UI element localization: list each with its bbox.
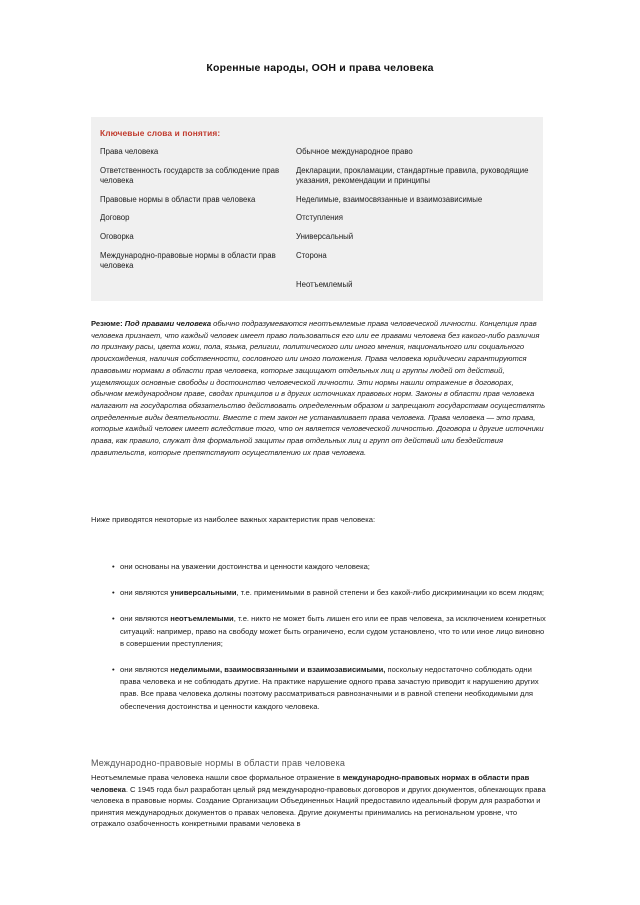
list-item	[112, 613, 548, 650]
table-cell-concept: Декларации, прокламации, стандартные правила, руководящие указания, рекомендации и принципы	[296, 165, 529, 186]
table-row	[91, 195, 543, 206]
section-paragraph	[91, 772, 551, 830]
list-item-text: они являются	[120, 614, 171, 624]
list-item-emphasis: универсальными	[170, 588, 237, 598]
list-item	[112, 664, 548, 713]
table-cell-term: Договор	[100, 213, 130, 223]
list-item-text: поскольку недостаточно соблюдать одни права человека и не соблюдать другие. На практике нарушение одного права зачастую приводит к нарушению других прав. Все права человека должны поэтому рассматриваться равнозначными и в равной степени необходимыми для обеспечения достоинства и ценности каждого человека.	[120, 665, 539, 711]
table-cell-term: Правовые нормы в области прав человека	[100, 194, 256, 204]
summary-label: Резюме:	[91, 319, 123, 328]
list-item-text: , т.е. применимыми в равной степени и без какой-либо дискриминации ко всем людям;	[236, 588, 545, 598]
table-cell-term: Ответственность государств за соблюдение прав человека	[100, 165, 280, 186]
keywords-table	[91, 117, 543, 301]
summary-lead-term: Под правами человека	[124, 319, 212, 328]
keywords-table-body	[91, 147, 543, 290]
list-item-text: они основаны на уважении достоинства и ценности каждого человека;	[120, 562, 370, 571]
table-cell-term	[91, 280, 296, 291]
table-cell-term: Права человека	[100, 147, 159, 156]
list-item-text: они являются	[120, 588, 171, 598]
keywords-table-caption: Ключевые слова и понятия:	[100, 128, 221, 138]
table-cell-term: Оговорка	[100, 231, 134, 241]
characteristics-bullet-list	[112, 561, 548, 713]
section-paragraph-emphasis: международно-правовых нормах в области прав человека	[91, 773, 530, 794]
list-item-text: они являются	[120, 665, 171, 675]
list-item	[112, 587, 548, 599]
table-row	[91, 147, 543, 158]
section-paragraph-text: Неотъемлемые права человека нашли свое формальное отражение в	[91, 773, 343, 782]
table-row	[91, 280, 543, 291]
list-item-text: , т.е. никто не может быть лишен его или ее прав человека, за исключением конкретных ситуаций: например, право на свободу может быть ограничено, если судом установлено, что то или иное лицо виновно в совершении преступления;	[120, 614, 546, 648]
summary-text: обычно подразумеваются неотъемлемые права человеческой личности. Концепция прав человека признает, что каждый человек имеет право пользоваться его или ее правами человека без какого-либо различия по признаку расы, цвета кожи, пола, языка, религии, политического или иного мнения, национального или социального происхождения, наличия собственности, сословного или иного положения. Права человека юридически гарантируются правовыми нормами в области прав человека, которые защищают отдельных лиц и группы людей от действий, ущемляющих основные свободы и достоинство человеческой личности. Эти нормы нашли отражение в договорах, обычном международном праве, сводах принципов и в других источниках правовых норм. Законы в области прав человека налагают на государства обязательство действовать определенным образом и запрещают государствам осуществлять определенные виды деятельности. Вместе с тем закон не устанавливает права человека. Права человека — это права, которые каждый человек имеет вследствие того, что он является человеческой личностью. Договора и другие источники права, как правило, служат для формальной защиты прав отдельных лиц и групп от действий или бездействия правительств, которые препятствуют осуществлению их прав человека.	[91, 319, 546, 457]
table-cell-concept: Неделимые, взаимосвязанные и взаимозависимые	[296, 194, 483, 204]
table-cell-concept: Неотъемлемый	[296, 279, 353, 289]
bullet-icon: •	[112, 614, 115, 624]
table-row	[91, 213, 543, 224]
list-item	[112, 561, 548, 573]
table-cell-concept: Универсальный	[296, 231, 354, 241]
table-cell-term: Международно-правовые нормы в области прав человека	[100, 250, 276, 271]
table-row	[91, 232, 543, 243]
table-cell-concept: Обычное международное право	[296, 147, 413, 156]
table-row	[91, 166, 543, 187]
table-cell-concept: Отступления	[296, 213, 343, 223]
table-row	[91, 251, 543, 272]
characteristics-intro-line: Ниже приводятся некоторые из наиболее важных характеристик прав человека:	[91, 515, 376, 524]
bullet-icon: •	[112, 588, 115, 598]
section-heading: Международно-правовые нормы в области прав человека	[91, 758, 346, 768]
page-title: Коренные народы, ООН и права человека	[206, 62, 434, 74]
table-cell-concept: Сторона	[296, 250, 327, 260]
section-paragraph-text: . С 1945 года был разработан целый ряд международно-правовых договоров и других документов, облекающих права человека в правовые нормы. Создание Организации Объединенных Наций предоставило идеальный форум для разработки и принятия международных документов о правах человека. Другие документы принимались на региональном уровне, что отражало озабоченность конкретными правами человека в	[91, 784, 546, 829]
bullet-icon: •	[112, 665, 115, 675]
list-item-emphasis: неделимыми, взаимосвязанными и взаимозависимыми,	[170, 665, 386, 675]
summary-paragraph	[91, 318, 547, 458]
list-item-emphasis: неотъемлемыми	[170, 614, 234, 624]
bullet-icon: •	[112, 562, 115, 571]
